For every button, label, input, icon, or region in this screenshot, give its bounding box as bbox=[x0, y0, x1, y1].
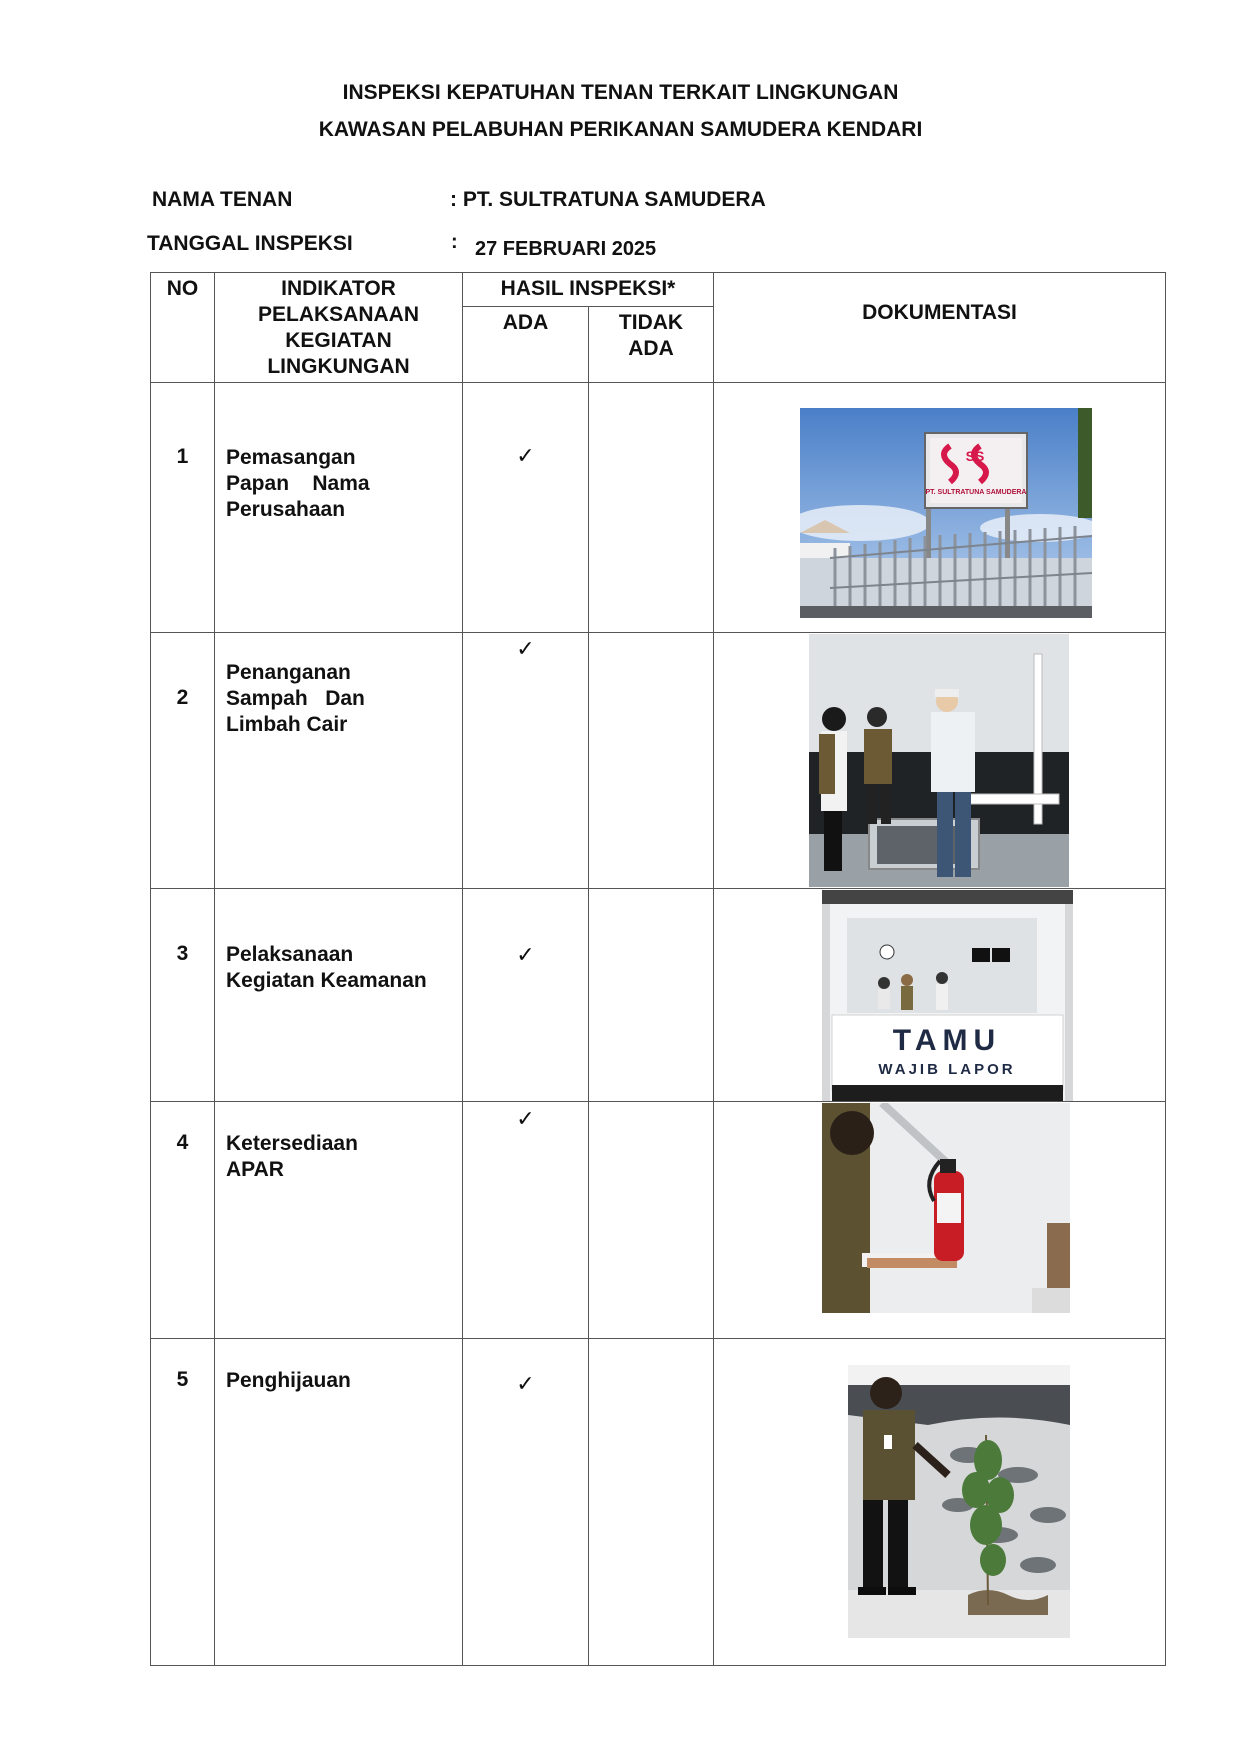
row-indicator bbox=[215, 633, 463, 889]
check-tidak-ada bbox=[589, 1102, 714, 1339]
row-number: 3 bbox=[151, 889, 215, 1102]
row-indicator bbox=[215, 383, 463, 633]
indicator-line: Penghijauan bbox=[226, 1369, 351, 1392]
check-ada: ✓ bbox=[463, 1102, 589, 1339]
header-tidak-ada: TIDAK ADA bbox=[589, 307, 714, 383]
date-label: TANGGAL INSPEKSI bbox=[147, 232, 353, 255]
check-tidak-ada bbox=[589, 889, 714, 1102]
indicator-line: APAR bbox=[226, 1158, 284, 1181]
documentation-cell bbox=[714, 1102, 1166, 1339]
header-result: HASIL INSPEKSI* bbox=[463, 273, 714, 307]
tenant-label: NAMA TENAN bbox=[152, 188, 293, 211]
check-ada: ✓ bbox=[463, 1339, 589, 1666]
date-value: 27 FEBRUARI 2025 bbox=[475, 238, 657, 260]
table-row bbox=[151, 1102, 1166, 1339]
indicator-line: Pemasangan bbox=[226, 446, 356, 469]
documentation-cell bbox=[714, 633, 1166, 889]
indicator-line: Kegiatan Keamanan bbox=[226, 969, 427, 992]
document-title-line1: INSPEKSI KEPATUHAN TENAN TERKAIT LINGKUNGAN bbox=[342, 81, 899, 104]
documentation-cell bbox=[714, 383, 1166, 633]
indicator-line: Perusahaan bbox=[226, 498, 346, 521]
sign-company-text: PT. SULTRATUNA SAMUDERA bbox=[925, 489, 1027, 496]
row-number: 4 bbox=[151, 1102, 215, 1339]
photo-waste-inspection bbox=[809, 634, 1069, 887]
row-number: 1 bbox=[151, 383, 215, 633]
table-row bbox=[151, 1339, 1166, 1666]
header-no: NO bbox=[151, 273, 215, 383]
check-tidak-ada bbox=[589, 383, 714, 633]
document-title-line2: KAWASAN PELABUHAN PERIKANAN SAMUDERA KENDARI bbox=[318, 118, 923, 141]
check-tidak-ada bbox=[589, 1339, 714, 1666]
header-documentation: DOKUMENTASI bbox=[714, 273, 1166, 383]
documentation-cell bbox=[714, 889, 1166, 1102]
check-ada: ✓ bbox=[463, 633, 589, 889]
indicator-line: Limbah Cair bbox=[226, 713, 348, 736]
tenant-value: : PT. SULTRATUNA SAMUDERA bbox=[450, 188, 766, 211]
table-row bbox=[151, 383, 1166, 633]
date-colon: : bbox=[451, 231, 458, 253]
row-indicator bbox=[215, 1339, 463, 1666]
row-number: 5 bbox=[151, 1339, 215, 1666]
documentation-cell bbox=[714, 1339, 1166, 1666]
header-indicator: INDIKATOR PELAKSANAAN KEGIATAN LINGKUNGAN bbox=[215, 273, 463, 383]
indicator-line: Ketersediaan bbox=[226, 1132, 358, 1155]
guard-post-sign-line2: WAJIB LAPOR bbox=[878, 1061, 1016, 1078]
row-number: 2 bbox=[151, 633, 215, 889]
photo-security-post bbox=[822, 890, 1073, 1101]
indicator-line: Penanganan bbox=[226, 661, 351, 684]
check-tidak-ada bbox=[589, 633, 714, 889]
inspection-table bbox=[150, 272, 1166, 1666]
table-row bbox=[151, 633, 1166, 889]
sign-logo-text: SS bbox=[965, 448, 985, 464]
guard-post-sign-line1: TAMU bbox=[892, 1024, 1002, 1057]
photo-fire-extinguisher bbox=[822, 1103, 1070, 1313]
indicator-line: Pelaksanaan bbox=[226, 943, 354, 966]
check-ada: ✓ bbox=[463, 383, 589, 633]
indicator-line: Papan Nama bbox=[226, 472, 370, 495]
indicator-line: Sampah Dan bbox=[226, 687, 365, 710]
table-row bbox=[151, 889, 1166, 1102]
check-ada: ✓ bbox=[463, 889, 589, 1102]
photo-tree-planting bbox=[848, 1365, 1070, 1638]
row-indicator bbox=[215, 1102, 463, 1339]
header-ada: ADA bbox=[463, 307, 589, 383]
row-indicator bbox=[215, 889, 463, 1102]
photo-company-signboard bbox=[800, 408, 1092, 618]
